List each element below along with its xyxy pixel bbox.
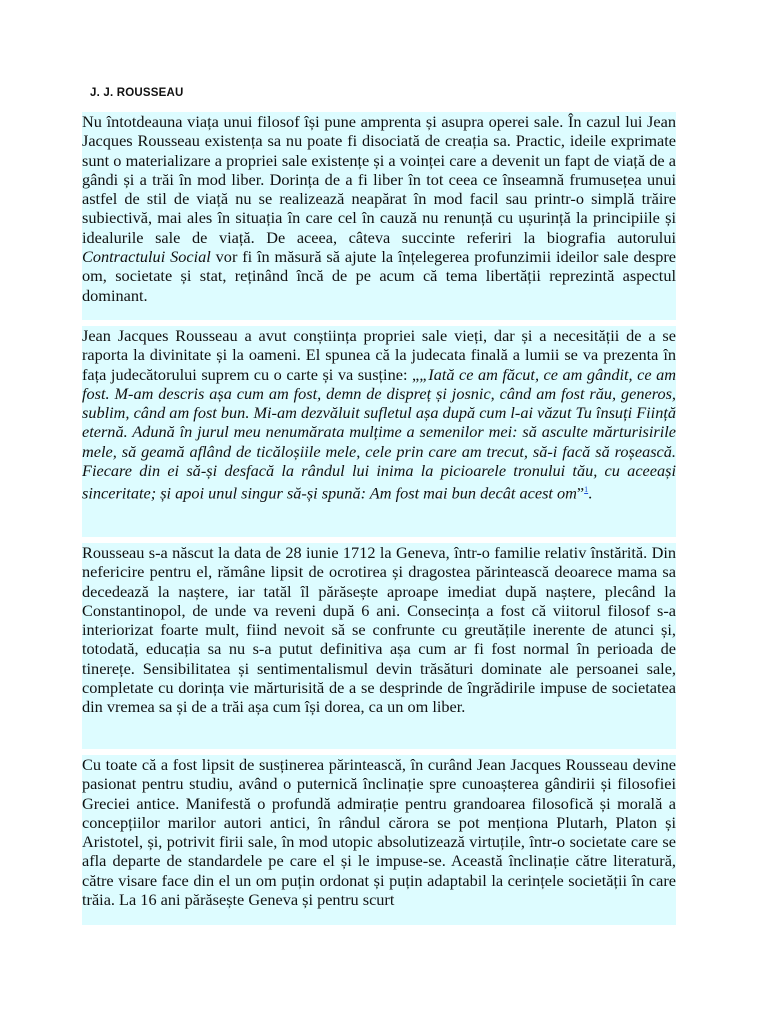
intro-text-b: vor fi în măsură să ajute la înțelegerea profunzimii ideilor sale despre om, societate și stat, reținând încă de pe acum că tema libertății reprezintă aspectul dominant.	[82, 247, 676, 305]
confessions-quote: „Iată ce am făcut, ce am gândit, ce am fost. M-am descris așa cum am fost, demn de dispreț și josnic, când am fost rău, generos, sublim, când am fost bun. Mi-am dezvăluit sufletul așa după cum l-ai văzut Tu însuți Ființă eternă. Adună în jurul meu nenumărata mulțime a semenilor mei: să asculte mărturisirile mele, să geamă aflând de ticăloșiile mele, cele prin care am trecut, să-i facă să roșească. Fiecare din ei să-și desfacă la rândul lui inima la picioarele tronului tău, cu aceeași sinceritate; și apoi unul singur să-și spună: Am fost mai bun decât acest om	[82, 364, 676, 503]
paragraph-confessions	[82, 326, 676, 537]
intro-work-title: Contractului Social	[82, 247, 211, 267]
footnote-link[interactable]: 1	[584, 485, 589, 495]
document-heading: J. J. ROUSSEAU	[90, 87, 184, 99]
confessions-quote-close: ”	[576, 483, 585, 503]
confessions-tail: .	[588, 483, 593, 503]
confessions-text: Jean Jacques Rousseau a avut conștiința propriei sale vieți, dar și a necesității de a se raporta la divinitate și la oameni. El spunea că la judecata finală a lumii se va prezenta în fața judecătorului suprem cu o carte și va susține: „	[82, 326, 676, 384]
paragraph-intro	[82, 112, 676, 320]
paragraph-studies: Cu toate că a fost lipsit de susținerea părintească, în curând Jean Jacques Rousseau devine pasionat pentru studiu, având o puternică înclinație spre cunoașterea gândirii și filosofiei Greciei antice. Manifestă o profundă admirație pentru grandoarea filosofică și morală a concepțiilor marilor autori antici, în rândul cărora se pot menționa Plutarh, Platon și Aristotel, și, potrivit firii sale, în mod utopic absolutizează virtuțile, într-o societate care se afla departe de standardele pe care el și le impuse-se. Această înclinație către literatură, către visare face din el un om puțin ordonat și puțin adaptabil la cerințele societății în care trăia. La 16 ani părăsește Geneva și pentru scurt	[82, 755, 676, 925]
intro-text-a: Nu întotdeauna viața unui filosof își pune amprenta și asupra operei sale. În cazul lui Jean Jacques Rousseau existența sa nu poate fi disociată de creația sa. Practic, ideile exprimate sunt o materializare a propriei sale existențe și a voinței care a devenit un fapt de viață de a gândi și a trăi în mod liber. Dorința de a fi liber în tot ceea ce înseamnă frumusețea unui astfel de stil de viață nu se realizează neapărat în mod facil sau printr-o simplă trăire subiectivă, mai ales în situația în care cel în cauză nu renunță cu ușurință la principiile și idealurile sale de viață. De aceea, câteva succinte referiri la biografia autorului	[82, 112, 676, 247]
paragraph-birth: Rousseau s-a născut la data de 28 iunie 1712 la Geneva, într-o familie relativ înstărită. Din nefericire pentru el, rămâne lipsit de ocrotirea și dragostea părintească deoarece mama sa decedează la naștere, iar tatăl îl părăsește aproape imediat după naștere, plecând la Constantinopol, de unde va reveni după 6 ani. Consecința a fost că viitorul filosof s-a interiorizat foarte mult, fiind nevoit să se confrunte cu greutățile inerente de atunci și, totodată, educația sa nu s-a putut definitiva așa cum ar fi fost normal în perioada de tinerețe. Sensibilitatea și sentimentalismul devin trăsături dominate ale persoanei sale, completate cu dorința vie mărturisită de a se desprinde de îngrădirile impuse de societatea din vremea sa și de a trăi așa cum își dorea, ca un om liber.	[82, 543, 676, 749]
